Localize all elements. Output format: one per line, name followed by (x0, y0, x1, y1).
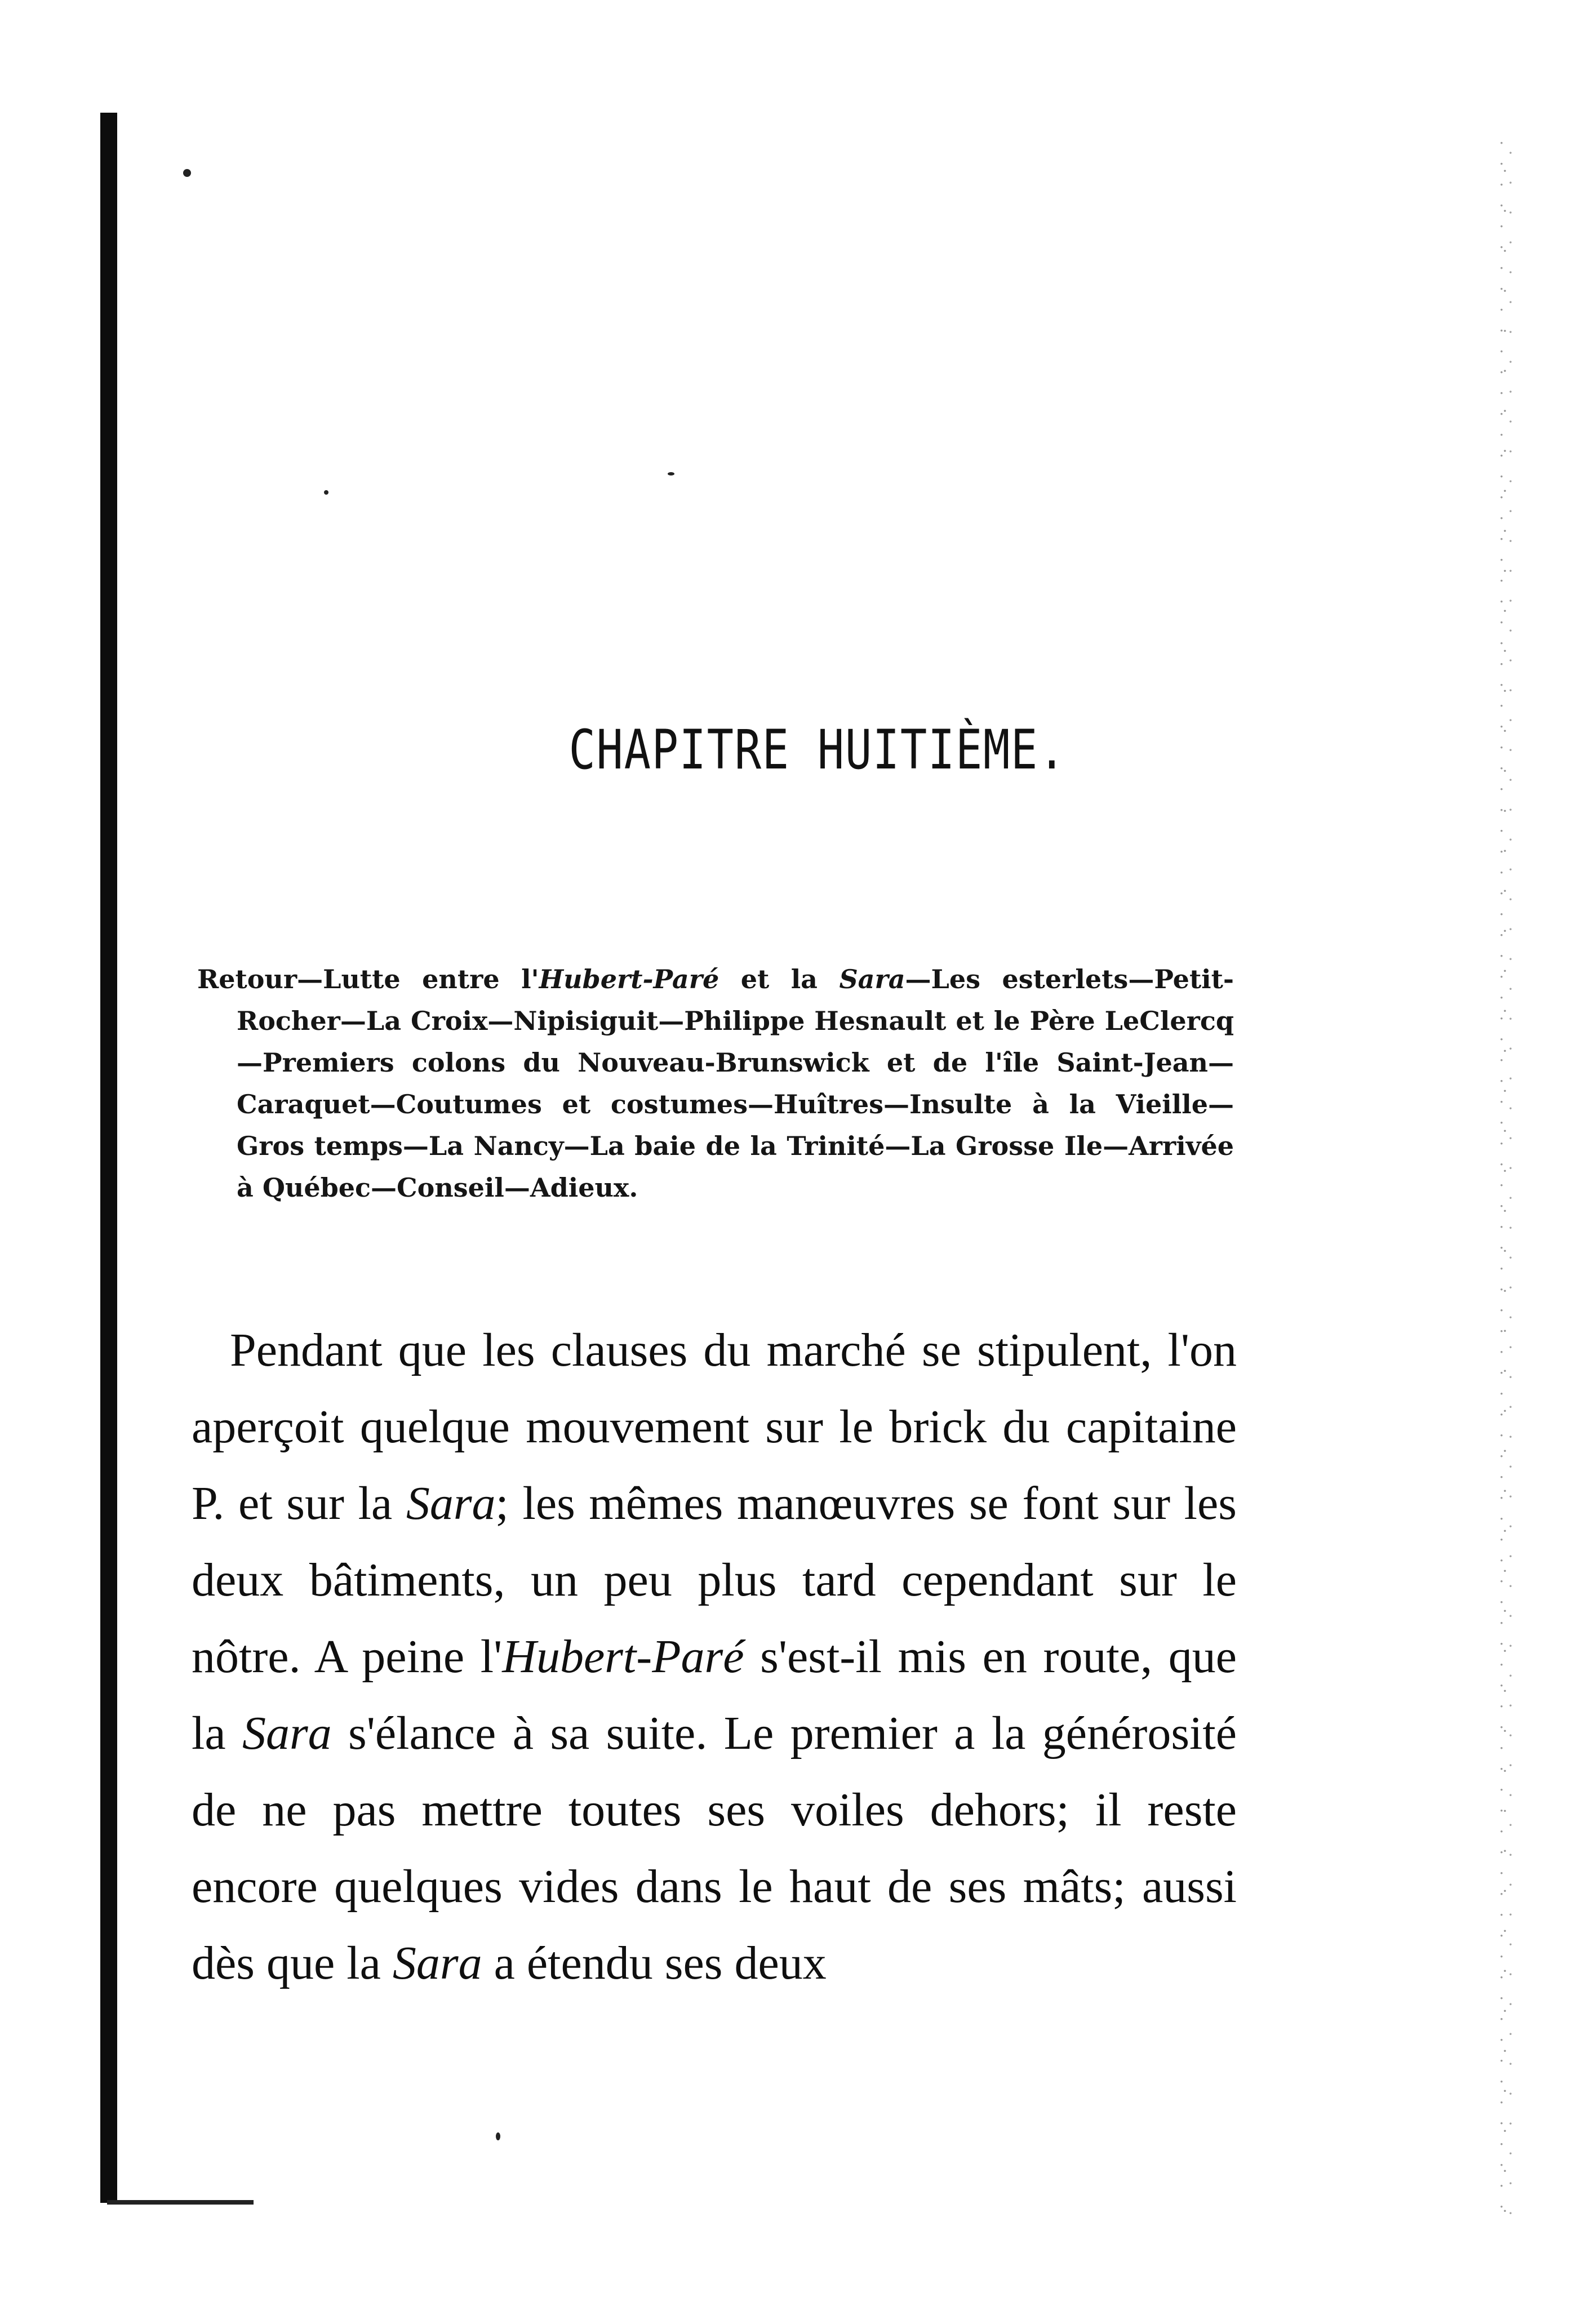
italic-run: Sara (839, 964, 905, 994)
text-run: Retour—Lutte entre l' (197, 964, 539, 994)
italic-run: Hubert-Paré (502, 1630, 744, 1683)
text-run: et la (719, 964, 840, 994)
chapter-summary (197, 958, 1234, 1208)
italic-run: Sara (392, 1937, 482, 1989)
scan-speck (183, 169, 191, 177)
text-run: s'est-il mis en route, que la (192, 1630, 1237, 1759)
scan-speck (324, 490, 328, 495)
text-run: Pendant que les clauses du marché se stipulent, l'on aperçoit quelque mouvement sur le brick du capitaine P. et sur la (192, 1324, 1237, 1530)
scan-speck (496, 2132, 500, 2140)
scan-edge-noise (1497, 141, 1520, 2214)
text-run: a étendu ses deux (482, 1937, 827, 1989)
left-margin-rule (100, 113, 117, 2203)
chapter-title: CHAPITRE HUITIÈME. (569, 718, 1067, 781)
text-run: s'élance à sa suite. Le premier a la générosité de ne pas mettre toutes ses voiles dehors; il reste encore quelques vides dans le haut de ses mâts; aussi dès que la (192, 1707, 1237, 1989)
italic-run: Sara (406, 1477, 496, 1530)
text-run: —Les esterlets—Petit-Rocher—La Croix—Nipisiguit—Philippe Hesnault et le Père LeClercq—Premiers colons du Nouveau-Brunswick et de l'île Saint-Jean—Caraquet—Coutumes et costumes—Huîtres—Insulte à la Vieille—Gros temps—La Nancy—La baie de la Trinité—La Grosse Ile—Arrivée à Québec—Conseil—Adieux. (237, 964, 1234, 1203)
body-paragraph (192, 1312, 1237, 2002)
scan-speck (668, 472, 674, 476)
italic-run: Hubert-Paré (539, 964, 720, 994)
text-run: ; les mêmes manœuvres se font sur les deux bâtiments, un peu plus tard cependant sur le nôtre. A peine l' (192, 1477, 1237, 1683)
bottom-margin-rule (107, 2200, 254, 2205)
italic-run: Sara (242, 1707, 332, 1759)
